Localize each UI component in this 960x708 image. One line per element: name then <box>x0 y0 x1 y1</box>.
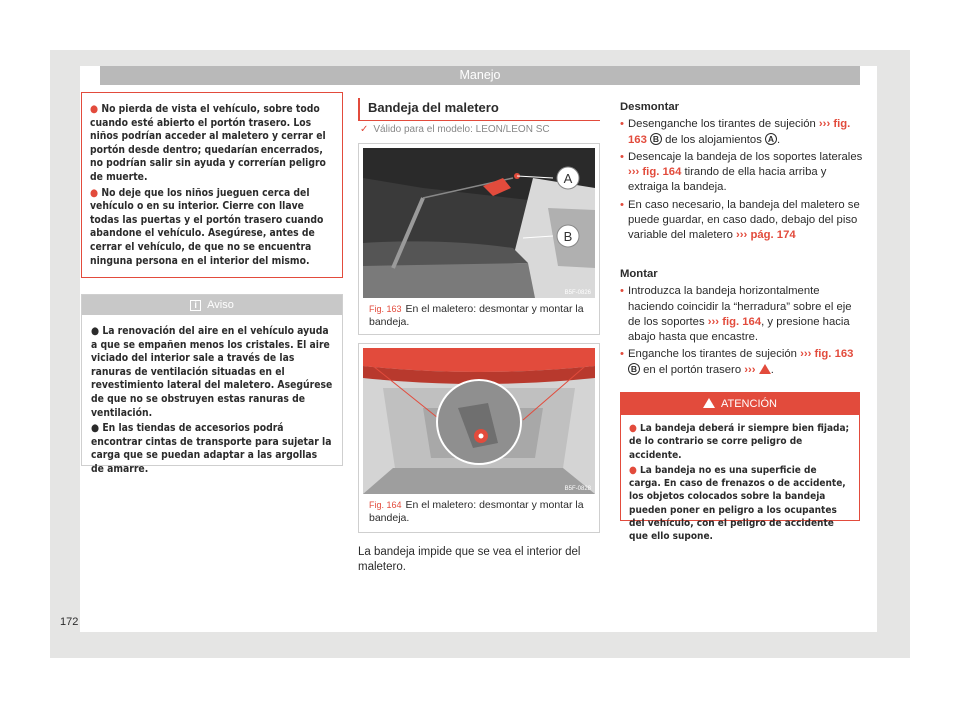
aviso-item: ● En las tiendas de accesorios podrá encontrar cintas de transporte para sujetar la carga que se puedan adaptar a las argollas de amarre. <box>91 422 332 475</box>
validity-note: ✓ Válido para el modelo: LEON/LEON SC <box>360 124 550 135</box>
check-icon: ✓ <box>360 124 369 135</box>
trunk-lid-illustration <box>363 148 595 298</box>
list-item: • En caso necesario, la bandeja del maletero se puede guardar, en caso dado, debajo del piso variable del maletero ››› pág. 174 <box>620 198 865 244</box>
atencion-item: ● La bandeja no es una superficie de carga. En caso de frenazos o de accidente, los objetos colocados sobre la bandeja pueden poner en peligro a los ocupantes del vehículo, con el peligro de accidente que ello supone. <box>629 464 846 543</box>
bullet-icon: • <box>620 118 624 131</box>
aviso-box <box>81 294 343 475</box>
intro-paragraph: La bandeja impide que se vea el interior del maletero. <box>358 546 581 573</box>
figure-link[interactable]: ››› fig. 164 <box>707 315 762 328</box>
bullet-icon: ● <box>90 103 102 115</box>
bullet-icon: ● <box>90 186 102 199</box>
bullet-icon: ● <box>91 325 103 337</box>
figure-caption: Fig. 164 En el maletero: desmontar y montar la bandeja. <box>369 499 584 524</box>
figure-caption: Fig. 163 En el maletero: desmontar y montar la bandeja. <box>369 303 584 328</box>
warning-item: ● No deje que los niños jueguen cerca del vehículo o en su interior. Cierre con llave todas las puertas y el portón trasero cuando abandone el vehículo. Asegúrese, antes de cerrar el vehículo, de que no se encuentra ninguna persona en el interior del mismo. <box>90 186 324 267</box>
figure-link[interactable]: ››› fig. 164 <box>628 166 682 179</box>
montar-section <box>620 267 865 380</box>
atencion-body <box>621 415 859 544</box>
section-title: Bandeja del maletero <box>358 98 600 120</box>
atencion-item: ● La bandeja deberá ir siempre bien fijada; de lo contrario se corre peligro de accidente. <box>629 423 850 461</box>
atencion-header: ATENCIÓN <box>621 393 859 415</box>
desmontar-section <box>620 100 865 246</box>
label-a: A <box>563 171 573 186</box>
aviso-item: ● La renovación del aire en el vehículo ayuda a que se empañen menos los cristales. El aire viciado del interior sale a través de las ranuras de ventilación situadas en el revestimiento lateral del maletero. Asegúrese de que no se obstruyen estas ranuras de ventilación. <box>91 325 333 419</box>
bullet-icon: ● <box>629 464 640 476</box>
figure-code: B5F-0828 <box>564 486 591 492</box>
bullet-icon: • <box>620 198 624 211</box>
aviso-header: i Aviso <box>82 295 342 315</box>
figure-link[interactable]: ››› fig. 163 <box>800 348 854 361</box>
atencion-box <box>620 392 860 543</box>
callout-b: B <box>628 363 640 375</box>
list-item: • Desencaje la bandeja de los soportes laterales ››› fig. 164 tirando de ella hacia arriba y extraiga la bandeja. <box>620 150 865 196</box>
figure-164 <box>358 343 600 533</box>
page-link[interactable]: ››› pág. 174 <box>736 229 796 242</box>
list-item: • Desenganche los tirantes de sujeción ››› fig. 163 B de los alojamientos A . <box>620 117 865 148</box>
aviso-body <box>82 315 342 477</box>
info-icon: i <box>190 300 201 311</box>
warning-link[interactable]: ››› <box>744 363 756 376</box>
list-item: • Enganche los tirantes de sujeción ››› fig. 163 B en el portón trasero ››› . <box>620 347 865 378</box>
figure-code: B5F-0826 <box>564 290 591 296</box>
section-divider <box>358 120 600 121</box>
page-number: 172 <box>60 616 79 628</box>
list-item: • Introduzca la bandeja horizontalmente haciendo coincidir la “herradura” sobre el eje de los soportes ››› fig. 164, y presione hacia abajo hasta que encastre. <box>620 284 865 345</box>
callout-a: A <box>765 133 777 145</box>
warning-icon <box>759 364 771 374</box>
warning-icon <box>703 398 715 408</box>
montar-heading: Montar <box>620 268 658 280</box>
bullet-icon: • <box>620 150 624 163</box>
figure-link[interactable]: ››› fig. 163 <box>628 118 851 146</box>
figure-163 <box>358 143 600 335</box>
callout-b: B <box>650 133 662 145</box>
bullet-icon: • <box>620 285 624 298</box>
label-b: B <box>563 229 573 244</box>
page-header: Manejo <box>100 66 860 85</box>
bullet-icon: ● <box>91 422 103 435</box>
warning-item: ● No pierda de vista el vehículo, sobre todo cuando esté abierto el portón trasero. Los niños podrían acceder al maletero y cerrar el portón desde dentro; quedarían encerrados, no podrían salir sin ayuda y correrían peligro de muerte. <box>90 103 326 183</box>
warning-box <box>81 92 343 278</box>
bullet-icon: ● <box>629 423 640 434</box>
bullet-icon: • <box>620 348 624 361</box>
desmontar-heading: Desmontar <box>620 101 680 113</box>
parcel-shelf-illustration <box>363 348 595 494</box>
